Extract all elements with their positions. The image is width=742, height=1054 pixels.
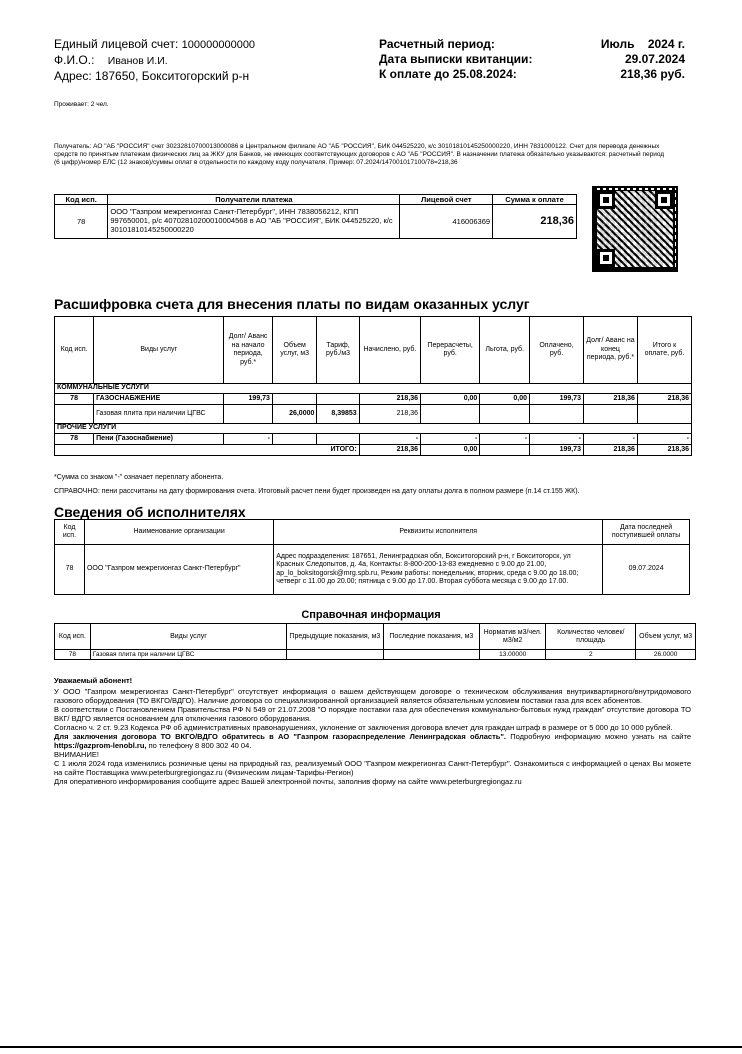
cell (224, 405, 273, 424)
group-communal: КОММУНАЛЬНЫЕ УСЛУГИ (55, 384, 692, 394)
cell (272, 434, 316, 445)
notice-block (54, 676, 691, 786)
cell: 199,73 (530, 394, 584, 405)
bh-recalc: Перерасчеты, руб. (421, 317, 480, 384)
bh-benefit: Льгота, руб. (480, 317, 530, 384)
cell (272, 394, 316, 405)
recipient-sum: 218,36 (493, 205, 577, 239)
cell: 78 (55, 650, 91, 660)
notice-site-link[interactable]: https://gazprom-lenobl.ru, (54, 741, 147, 750)
recipient-account: 416006369 (400, 205, 493, 239)
cell: Газовая плита при наличии ЦГВС (94, 405, 224, 424)
rh-norm: Норматив м3/чел. м3/м2 (480, 624, 546, 650)
bh-code: Код исп. (55, 317, 94, 384)
executor-name: ООО "Газпром межрегионгаз Санкт-Петербург" (84, 545, 273, 595)
rh-last: Последние показания, м3 (383, 624, 480, 650)
header-right (379, 37, 685, 82)
cell: 218,36 (583, 394, 637, 405)
table-row (55, 405, 692, 424)
notice-attention: ВНИМАНИЕ! (54, 750, 99, 759)
cell (317, 394, 359, 405)
account-value: 100000000000 (181, 39, 256, 51)
cell: 0,00 (480, 394, 530, 405)
cell (317, 434, 359, 445)
qr-code (592, 186, 678, 272)
cell: 199,73 (224, 394, 273, 405)
notice-p2: В соответствии с Постановлением Правительства РФ N 549 от 21.07.2008 "О порядке поставки газа для обеспечения коммунально-бытовых нужд граждан" отсутствие договора ТО ВКГ/ ВДГО является основанием для отключения газового оборудования. (54, 705, 691, 723)
cell: 2 (546, 650, 636, 660)
period-month: Июль (600, 37, 635, 51)
table-row (55, 650, 696, 660)
cell: - (224, 434, 273, 445)
col-code: Код исп. (55, 195, 108, 205)
bh-charged: Начислено, руб. (359, 317, 420, 384)
notice-p3: Согласно ч. 2 ст. 9.23 Кодекса РФ об административных правонарушениях, уклонение от заключения договора влечет для граждан штраф в размере от 5 000 до 10 000 рублей. (54, 723, 673, 732)
breakdown-note-2: СПРАВОЧНО: пени рассчитаны на дату формирования счета. Итоговый расчет пени будет произведен на дату оплаты долга в полном размере (п.14 ст.155 ЖК). (54, 488, 580, 495)
cell: 78 (55, 394, 94, 405)
issue-label: Дата выписки квитанции: (379, 52, 533, 66)
address-label: Адрес: 187650, (54, 69, 139, 83)
period-year: 2024 г. (647, 37, 685, 51)
cell: - (530, 434, 584, 445)
table-row (55, 434, 692, 445)
breakdown-note-1: *Сумма со знаком "-" означает переплату абонента. (54, 474, 224, 481)
eh-date: Дата последней поступившей оплаты (603, 520, 690, 545)
fio-label: Ф.И.О.: (54, 53, 95, 67)
notice-p6: Для оперативного информирования сообщите адрес Вашей электронной почты, заполнив форму на сайте www.peterburgregiongaz.ru (54, 777, 522, 786)
cell: - (583, 434, 637, 445)
recipient-code: 78 (55, 205, 108, 239)
notice-title: Уважаемый абонент! (54, 676, 133, 685)
table-row (55, 545, 690, 595)
cell: ГАЗОСНАБЖЕНИЕ (94, 394, 224, 405)
account-label: Единый лицевой счет: (54, 37, 179, 51)
cell: 0,00 (421, 394, 480, 405)
due-label: К оплате до 25.08.2024: (379, 67, 517, 81)
bh-volume: Объем услуг, м3 (272, 317, 316, 384)
period-label: Расчетный период: (379, 37, 495, 51)
cell: 218,36 (359, 405, 420, 424)
bh-paid: Оплачено, руб. (530, 317, 584, 384)
col-sum: Сумма к оплате (493, 195, 577, 205)
cell (480, 445, 530, 456)
group-other: ПРОЧИЕ УСЛУГИ (55, 424, 692, 434)
total-label: ИТОГО: (55, 445, 360, 456)
rh-volume: Объем услуг, м3 (636, 624, 696, 650)
bh-debt-start: Долг/ Аванс на начало периода, руб.* (224, 317, 273, 384)
cell: 13.00000 (480, 650, 546, 660)
notice-p1: У ООО "Газпром межрегионгаз Санкт-Петербург" отсутствует информация о вашем действующем договоре о техническом обслуживания внутриквартирного/внутридомового газового оборудования (ТО ВКГО/ВДГО). Наличие договора со специализированной организацией является обязательным условием поставки газа для всех абонентов. (54, 687, 691, 705)
notice-p4-bold: Для заключения договора ТО ВКГО/ВДГО обратитесь в АО "Газпром газораспределение Ленинградская область". (54, 732, 507, 741)
cell: 26,0000 (272, 405, 316, 424)
cell (287, 650, 384, 660)
executors-table (54, 519, 690, 595)
total-row (55, 445, 692, 456)
eh-details: Реквизиты исполнителя (274, 520, 603, 545)
executor-date: 09.07.2024 (603, 545, 690, 595)
cell: 199,73 (530, 445, 584, 456)
cell: 8,39853 (317, 405, 359, 424)
cell: 218,36 (359, 394, 420, 405)
cell: 218,36 (637, 394, 691, 405)
executor-details: Адрес подразделения: 187651, Ленинградская обл, Бокситогорский р-н, г Бокситогорск, ул Красных Следопытов, д. 4а, Контакты: 8-800-200-13-83 ежедневно с 9.00 до 21.00, ap_lo_boksitogorsk@mrg.spb.ru, Режим работы: понедельник, вторник, среда с 9.00 до 18.00; четверг с 11.00 до 20.00; пятница с 9.00 до 17.00. Вторая суббота месяца с 9.00 до 17.00. (274, 545, 603, 595)
col-recipient: Получатели платежа (108, 195, 400, 205)
executors-title: Сведения об исполнителях (54, 504, 246, 520)
cell: - (637, 434, 691, 445)
eh-org: Наименование организации (84, 520, 273, 545)
rh-prev: Предыдущие показания, м3 (287, 624, 384, 650)
cell: - (480, 434, 530, 445)
rh-people: Количество человек/ площадь (546, 624, 636, 650)
cell: - (421, 434, 480, 445)
bh-service: Виды услуг (94, 317, 224, 384)
executor-code: 78 (55, 545, 85, 595)
fio-value: Иванов И.И. (107, 55, 168, 67)
recipients-table (54, 194, 577, 239)
cell: 26.0000 (636, 650, 696, 660)
header-left (54, 37, 255, 84)
address-value: Бокситогорский р-н (141, 69, 250, 83)
bh-total: Итого к оплате, руб. (637, 317, 691, 384)
notice-phone: по телефону 8 800 302 40 04. (146, 741, 252, 750)
cell: 78 (55, 434, 94, 445)
cell: Газовая плита при наличии ЦГВС (90, 650, 286, 660)
cell: 218,36 (637, 445, 691, 456)
bh-tariff: Тариф, руб./м3 (317, 317, 359, 384)
cell (383, 650, 480, 660)
cell (530, 405, 584, 424)
bottom-divider (0, 1046, 742, 1048)
breakdown-title: Расшифровка счета для внесения платы по видам оказанных услуг (54, 296, 530, 312)
bh-debt-end: Долг/ Аванс на конец периода, руб.* (583, 317, 637, 384)
cell (55, 405, 94, 424)
cell: 218,36 (583, 445, 637, 456)
cell: Пени (Газоснабжение) (94, 434, 224, 445)
col-account: Лицевой счет (400, 195, 493, 205)
cell: - (359, 434, 420, 445)
payee-text: Получатель: АО "АБ "РОССИЯ" счет 30232810700013000086 в Центральном филиале АО "АБ "РОССИЯ", БИК 044525220, к/с 30101810145250000220, ИНН 7831000122. Счет для перевода денежных средств по принятым платежам физических лиц за ЖКУ для Банков, не имеющих соответствующих договоров с АО "АБ "РОССИЯ". В назначении платежа обязательно указываются: расчетный период (6 цифр)/номер ЕЛС (12 знаков)/суммы оплат в отдельности по каждому коду получателя. Пример: 07.2024/147001017100/78=218,36 (54, 143, 665, 166)
rh-service: Виды услуг (90, 624, 286, 650)
cell (421, 405, 480, 424)
breakdown-table (54, 316, 692, 456)
cell (583, 405, 637, 424)
cell (637, 405, 691, 424)
due-value: 218,36 руб. (620, 67, 685, 81)
reference-table (54, 623, 696, 660)
issue-value: 29.07.2024 (624, 52, 685, 66)
notice-p4-rest: Подробную информацию можно узнать на сайте (506, 732, 691, 741)
cell: 0,00 (421, 445, 480, 456)
recipient-name: ООО "Газпром межрегионгаз Санкт-Петербург", ИНН 7838056212, КПП 997650001, р/с 40702810200010004568 в АО "АБ "РОССИЯ", БИК 044525220, к/с 30101810145250000220 (108, 205, 400, 239)
rh-code: Код исп. (55, 624, 91, 650)
table-row (55, 394, 692, 405)
notice-p5: С 1 июля 2024 года изменились розничные цены на природный газ, реализуемый ООО "Газпром межрегионгаз Санкт-Петербург". Ознакомиться с информацией о ценах Вы можете на сайте Поставщика www.peterburgregiongaz.ru (Физическим лицам-Тарифы-Регион) (54, 759, 691, 777)
eh-code: Код исп. (55, 520, 85, 545)
residents: Проживает: 2 чел. (54, 101, 109, 108)
reference-title: Справочная информация (301, 609, 441, 621)
cell: 218,36 (359, 445, 420, 456)
cell (480, 405, 530, 424)
